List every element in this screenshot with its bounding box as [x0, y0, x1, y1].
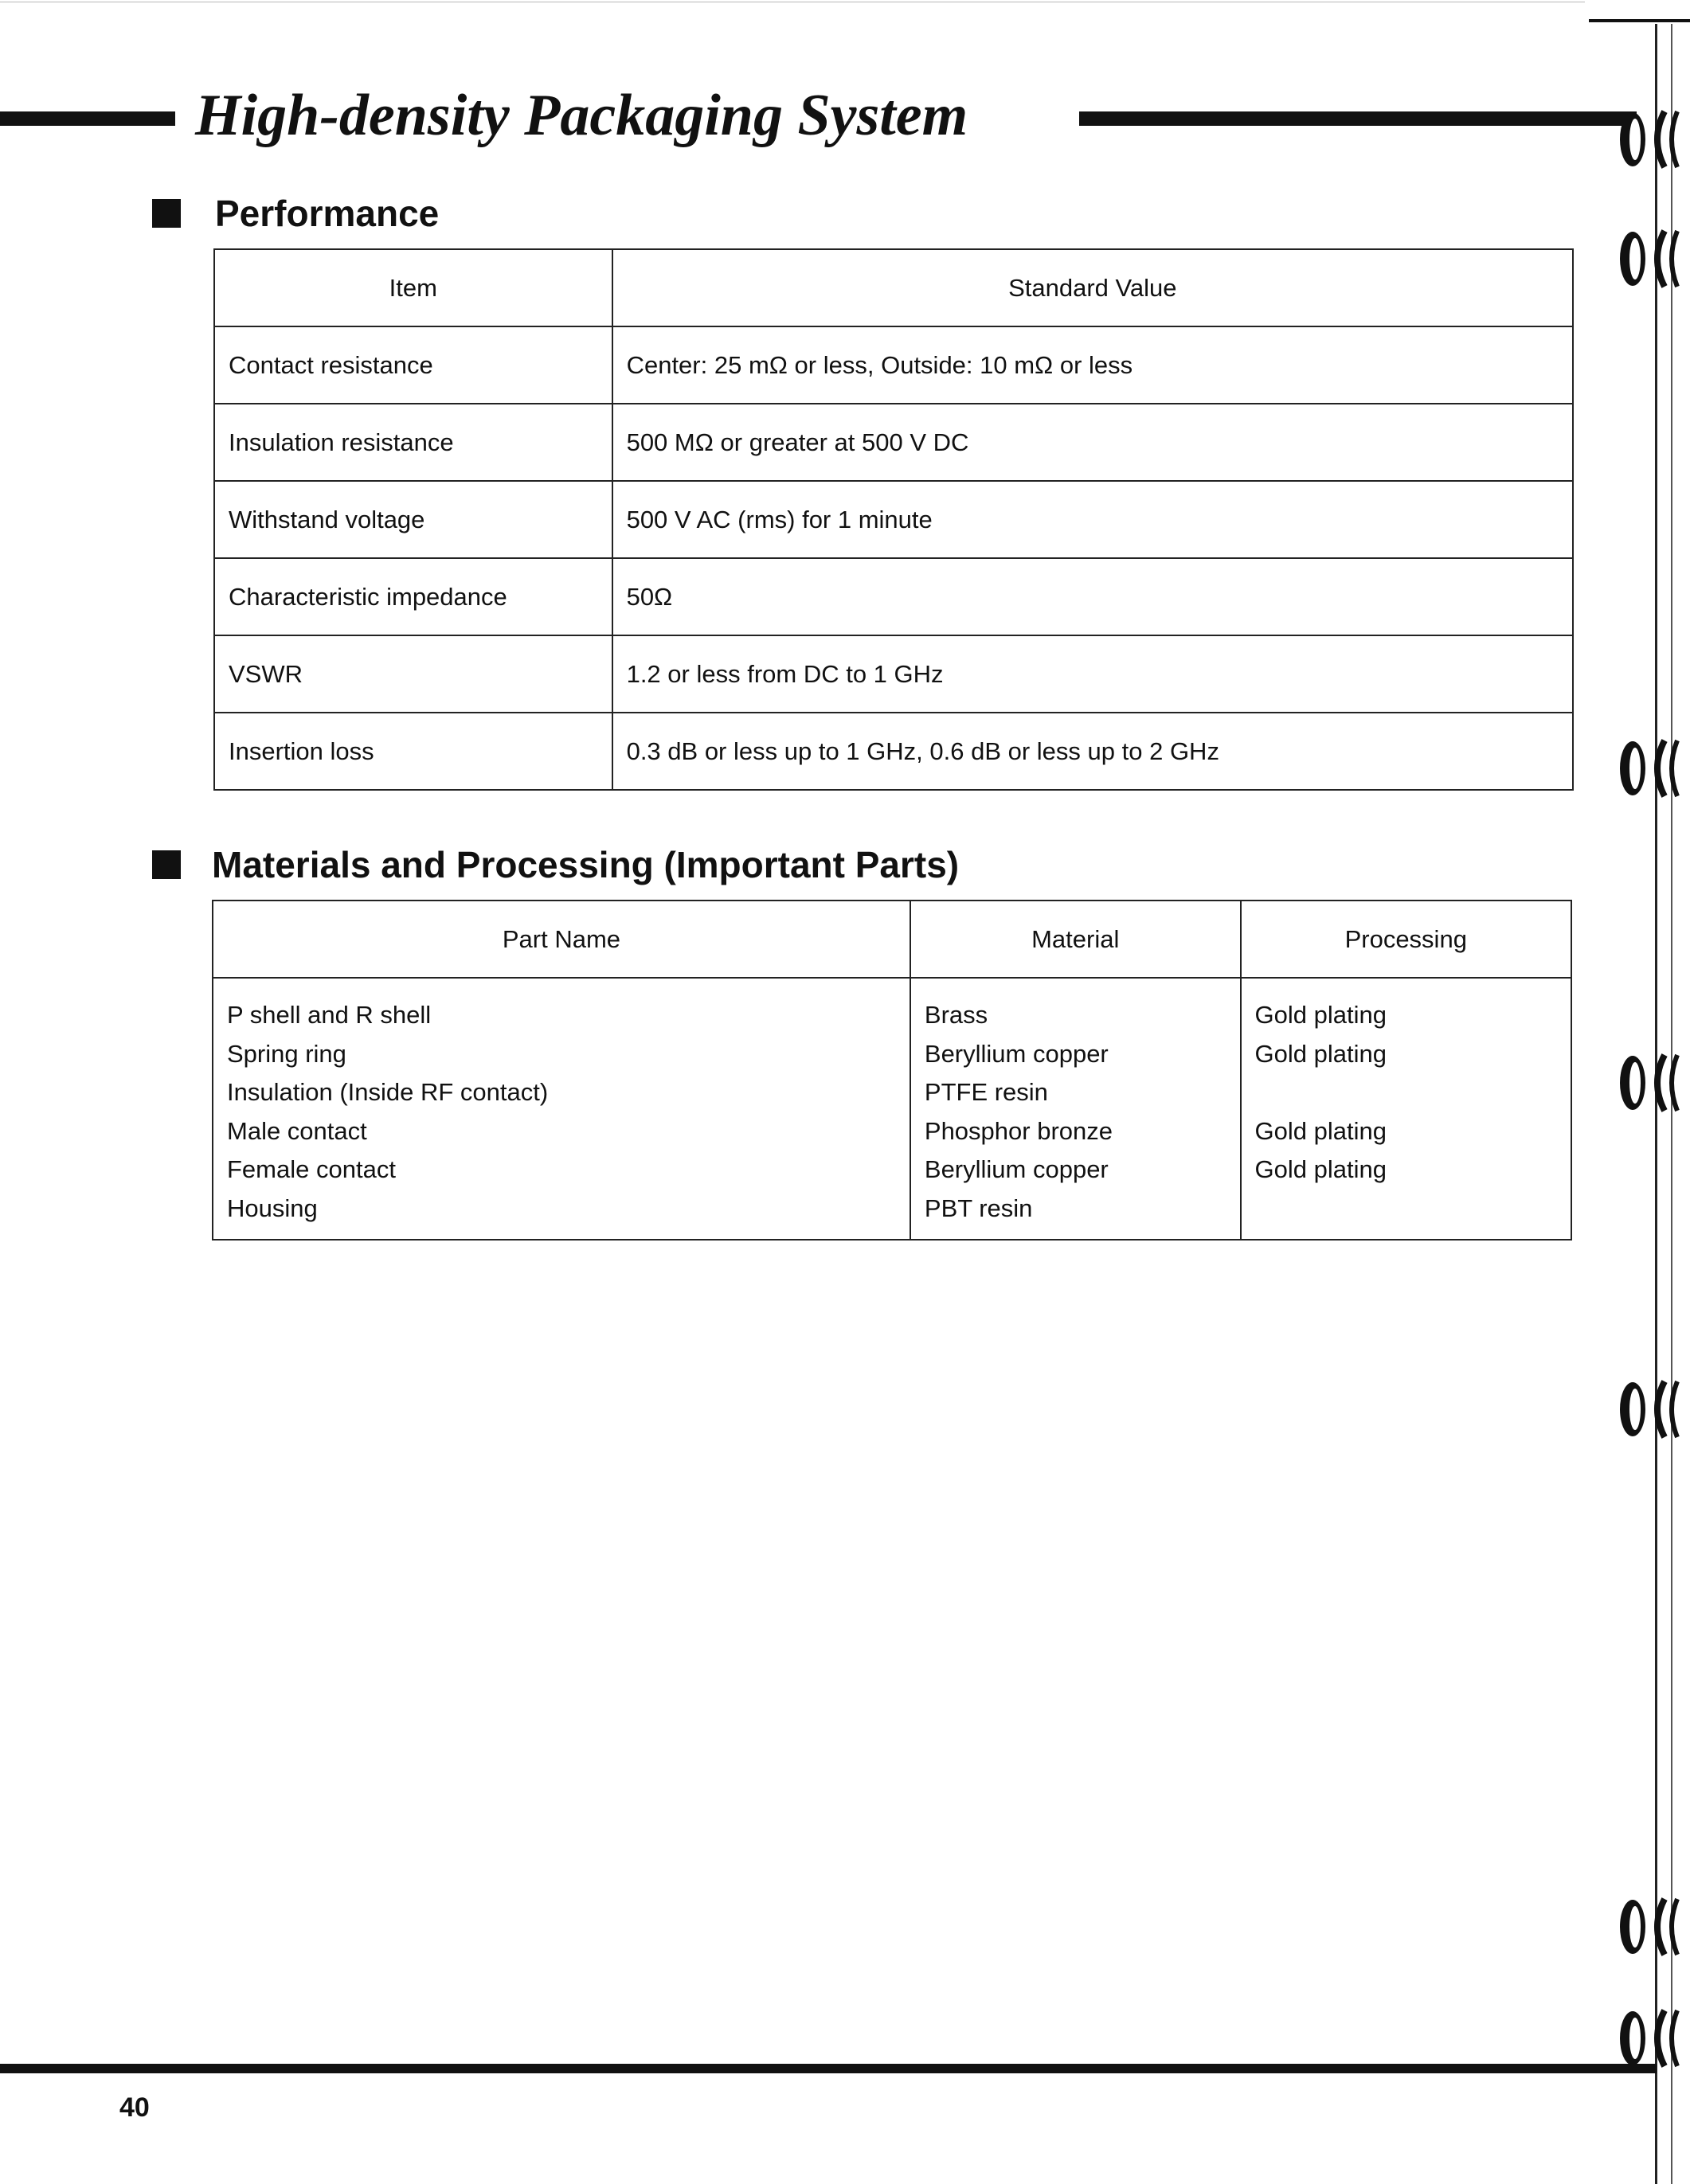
value-cell: Center: 25 mΩ or less, Outside: 10 mΩ or less: [612, 326, 1573, 404]
binder-ring-icon: [1607, 223, 1690, 295]
binder-ring-icon: [1607, 1891, 1690, 1963]
processing-value: [1255, 1073, 1557, 1112]
table-header-row: [213, 901, 1571, 978]
table-row: [214, 404, 1573, 481]
binder-ring-icon: [1607, 1373, 1690, 1445]
value-cell: 1.2 or less from DC to 1 GHz: [612, 635, 1573, 713]
table-row: [214, 713, 1573, 790]
table-header-row: [214, 249, 1573, 326]
material-name: PTFE resin: [924, 1078, 1048, 1106]
table-row: [214, 481, 1573, 558]
part-name: Spring ring: [227, 1039, 346, 1068]
table-row: [214, 326, 1573, 404]
section-heading-performance: Performance: [215, 193, 440, 234]
binder-top-edge: [1589, 0, 1690, 22]
material-name: PBT resin: [924, 1194, 1033, 1222]
binder-ring-icon: [1607, 104, 1690, 175]
part-name: Male contact: [227, 1116, 367, 1145]
footer-rule: [0, 2064, 1657, 2073]
page-title: High-density Packaging System: [195, 83, 968, 148]
section-heading-materials: Materials and Processing (Important Parts): [212, 844, 960, 885]
binder-ring-icon: [1607, 733, 1690, 804]
material-name: Beryllium copper: [924, 1155, 1109, 1183]
page-number: 40: [119, 2092, 150, 2123]
section-bullet-square: [152, 199, 181, 228]
table-row: [214, 558, 1573, 635]
title-rule-left: [0, 111, 175, 126]
item-cell: Contact resistance: [214, 326, 612, 404]
column-header-standard-value: Standard Value: [612, 249, 1573, 326]
item-cell: VSWR: [214, 635, 612, 713]
processing-value: Gold plating: [1254, 1155, 1387, 1183]
item-cell: Insertion loss: [214, 713, 612, 790]
material-name: Beryllium copper: [924, 1039, 1109, 1068]
part-name: Insulation (Inside RF contact): [227, 1078, 549, 1106]
column-header-item: Item: [214, 249, 612, 326]
part-name: P shell and R shell: [227, 1001, 432, 1029]
table-row: [213, 978, 1571, 1240]
item-cell: Characteristic impedance: [214, 558, 612, 635]
item-cell: Withstand voltage: [214, 481, 612, 558]
materials-table: [212, 900, 1572, 1240]
material-cell: [910, 978, 1241, 1240]
title-rule-right: [1079, 111, 1637, 126]
binder-ring-icon: [1607, 1047, 1690, 1119]
processing-cell: [1241, 978, 1571, 1240]
table-row: [214, 635, 1573, 713]
processing-value: Gold plating: [1254, 1039, 1387, 1068]
column-header-processing: Processing: [1241, 901, 1571, 978]
material-name: Phosphor bronze: [924, 1116, 1113, 1145]
processing-value: [1255, 1190, 1557, 1229]
performance-table: [213, 248, 1574, 791]
value-cell: 0.3 dB or less up to 1 GHz, 0.6 dB or less up to 2 GHz: [612, 713, 1573, 790]
column-header-material: Material: [910, 901, 1241, 978]
value-cell: 50Ω: [612, 558, 1573, 635]
processing-value: Gold plating: [1254, 1116, 1387, 1145]
value-cell: 500 MΩ or greater at 500 V DC: [612, 404, 1573, 481]
part-name-cell: [213, 978, 910, 1240]
value-cell: 500 V AC (rms) for 1 minute: [612, 481, 1573, 558]
column-header-part-name: Part Name: [213, 901, 910, 978]
item-cell: Insulation resistance: [214, 404, 612, 481]
section-bullet-square: [152, 850, 181, 879]
processing-value: Gold plating: [1254, 1001, 1387, 1029]
part-name: Female contact: [227, 1155, 396, 1183]
part-name: Housing: [227, 1194, 318, 1222]
material-name: Brass: [924, 1001, 988, 1029]
